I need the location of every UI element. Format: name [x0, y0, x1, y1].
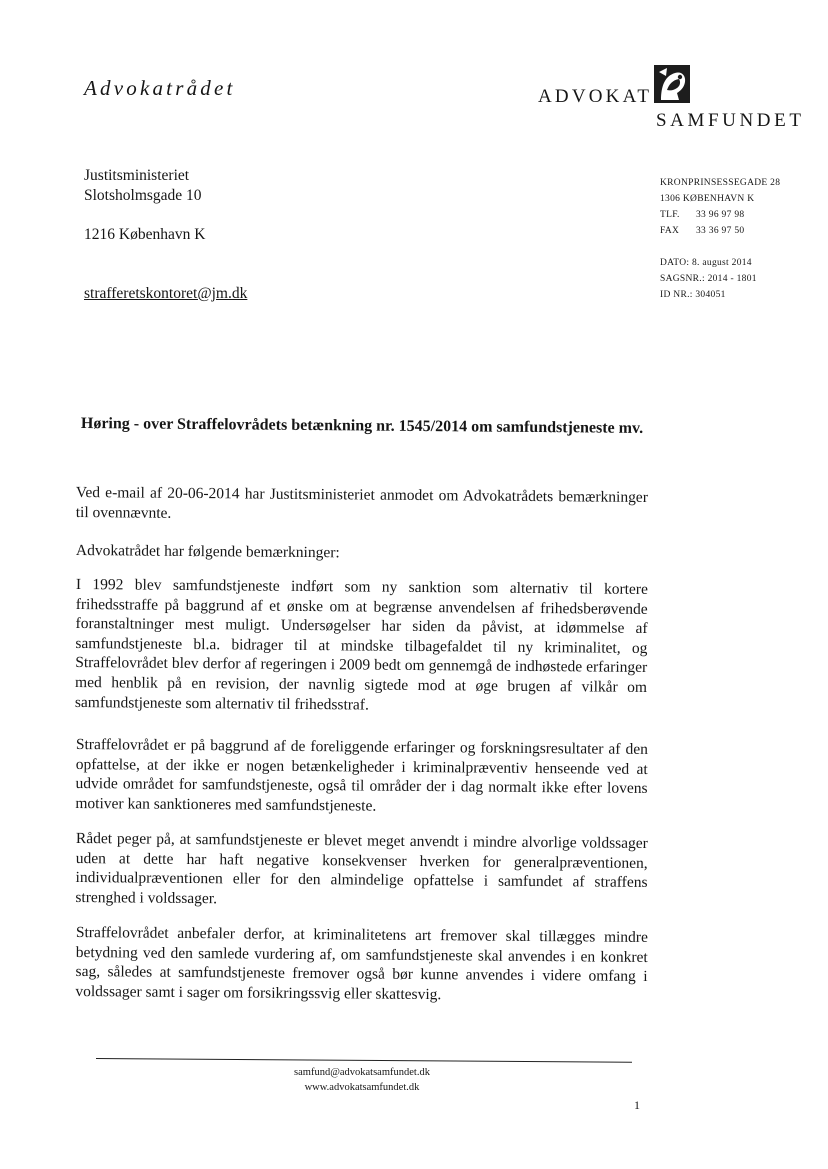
body-paragraph-6: Straffelovrådet anbefaler derfor, at kriminalitetens art fremover skal tillægges mindre betydning ved den samlede vurdering af, om samfundstjeneste skal anvendes i en konkret sag, således at samfundstjeneste fremover også bør kunne anvendes i videre omfang i voldssager samt i sager om forsikringssvig eller skattesvig.	[75, 923, 648, 1003]
recipient-city: 1216 København K	[84, 226, 206, 243]
sender-phone	[660, 208, 744, 223]
advokatsamfundet-logo	[538, 64, 808, 134]
footer-divider	[96, 1058, 632, 1063]
letter-date: DATO: 8. august 2014	[660, 258, 752, 268]
recipient-street: Slotsholmsgade 10	[84, 187, 202, 204]
recipient-name: Justitsministeriet	[84, 167, 190, 184]
brand-advokatraadet: Advokatrådet	[84, 76, 236, 100]
letter-subject: Høring - over Straffelovrådets betænkning nr. 1545/2014 om samfundstjeneste mv.	[80, 414, 644, 437]
logo-word-samfundet: SAMFUNDET	[656, 110, 805, 131]
logo-word-advokat: ADVOKAT	[538, 86, 653, 107]
sender-street: KRONPRINSESSEGADE 28	[660, 178, 781, 188]
recipient-email-link[interactable]: strafferetskontoret@jm.dk	[84, 285, 248, 302]
body-paragraph-3: I 1992 blev samfundstjeneste indført som ny sanktion som alternativ til kortere frihedsstraffe på baggrund af et ønske om at begrænse anvendelsen af frihedsberøvende foranstaltninger mest muligt. Undersøgelser har siden da påvist, at idømmelse af samfundstjeneste bl.a. bidrager til at mindske tilbagefaldet til ny kriminalitet, og Straffelovrådet blev derfor af regeringen i 2009 bedt om gennemgå de indhøstede erfaringer med henblik på en revision, der navnlig sigtede mod at øge brugen af vilkår om samfundstjeneste som alternativ til frihedsstraf.	[74, 575, 648, 714]
body-paragraph-5: Rådet peger på, at samfundstjeneste er blevet meget anvendt i mindre alvorlige voldssager uden at dette har haft negative konsekvenser hverken for generalpræventionen, individualpræventionen eller for den almindelige opfattelse i samfundet af straffens strenghed i voldssager.	[75, 829, 648, 908]
phone-label: TLF.	[660, 210, 680, 220]
body-paragraph-1: Ved e-mail af 20-06-2014 har Justitsministeriet anmodet om Advokatrådets bemærkninger til ovennævnte.	[75, 483, 648, 522]
footer-email-link[interactable]: samfund@advokatsamfundet.dk	[294, 1067, 430, 1078]
fax-value: 33 36 97 50	[696, 226, 745, 236]
sender-city: 1306 KØBENHAVN K	[660, 194, 755, 204]
case-number: SAGSNR.: 2014 - 1801	[660, 274, 757, 284]
body-paragraph-2: Advokatrådet har følgende bemærkninger:	[75, 541, 340, 562]
body-paragraph-4: Straffelovrådet er på baggrund af de foreliggende erfaringer og forskningsresultater af den opfattelse, at der ikke er nogen betænkeligheder i kriminalpræventiv henseende ved at udvide området for samfundstjeneste, også til områder der i dag normalt ikke efter lovens motiver kan sanktioneres med samfundstjeneste.	[75, 735, 648, 815]
page-number: 1	[634, 1098, 640, 1112]
sender-fax	[660, 224, 744, 239]
footer-website-link[interactable]: www.advokatsamfundet.dk	[304, 1082, 420, 1093]
id-number: ID NR.: 304051	[660, 290, 726, 300]
phone-value: 33 96 97 98	[696, 210, 745, 220]
knight-helmet-icon	[653, 64, 691, 104]
fax-label: FAX	[660, 226, 680, 236]
